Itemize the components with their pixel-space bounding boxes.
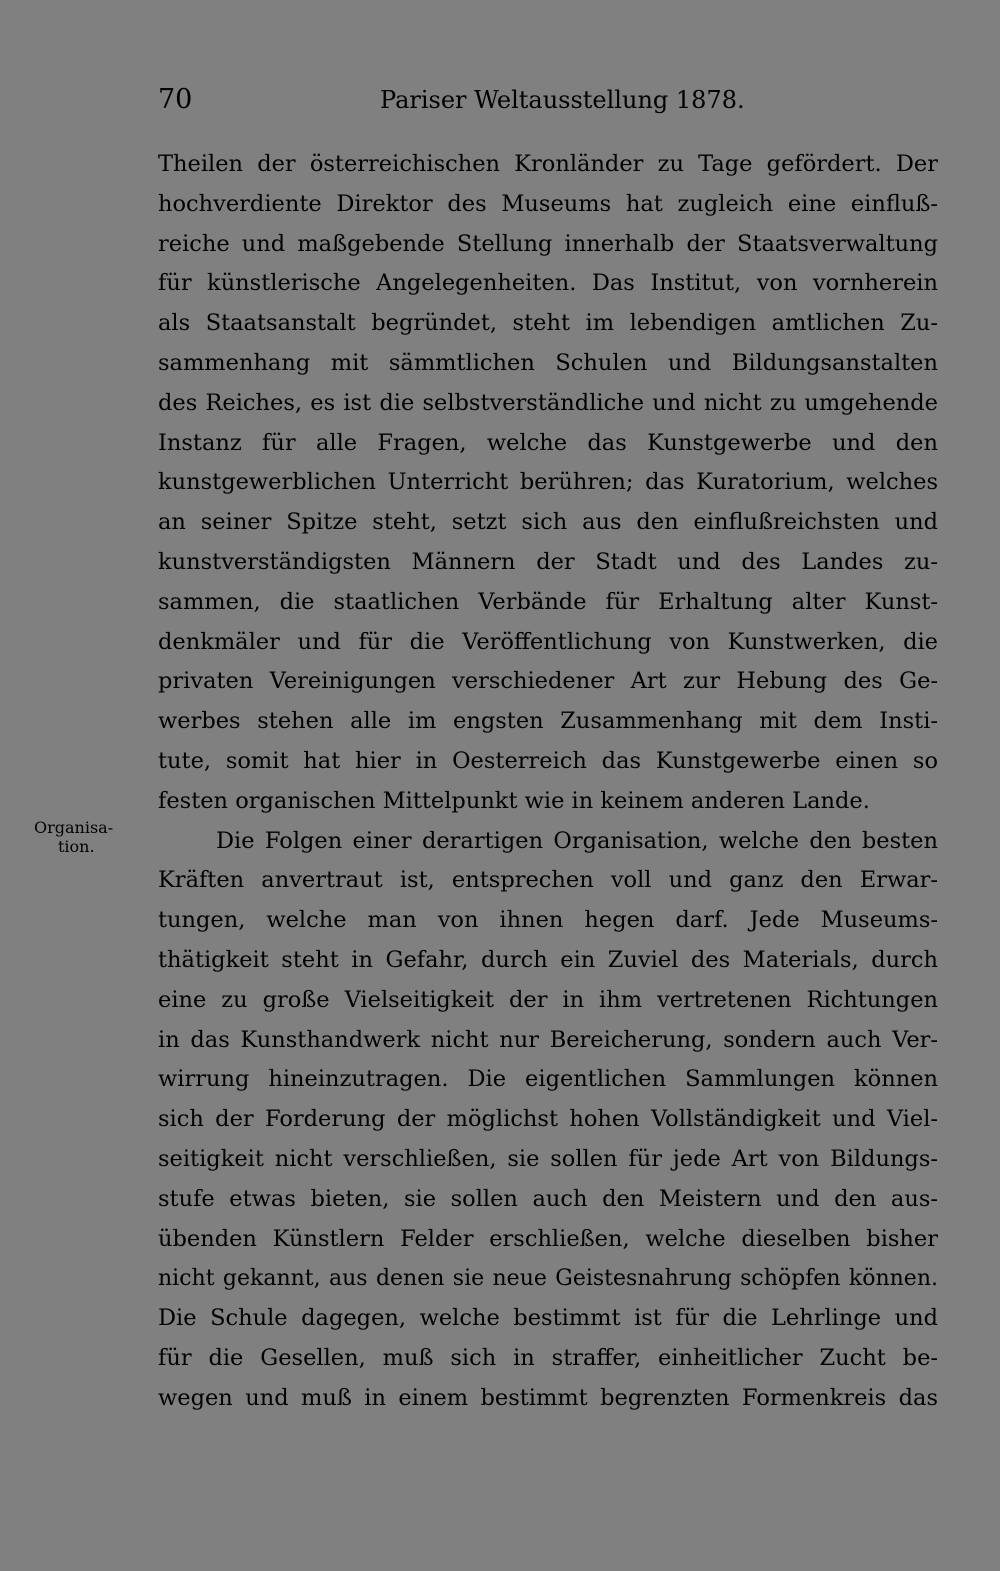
text-line: reiche und maßgebende Stellung innerhalb der Staatsverwaltung — [158, 230, 938, 257]
page-number: 70 — [158, 84, 193, 115]
text-line: sammenhang mit sämmtlichen Schulen und Bildungsanstalten — [158, 349, 938, 376]
text-line: als Staatsanstalt begründet, steht im lebendigen amtlichen Zu- — [158, 310, 938, 337]
text-line: Theilen der österreichischen Kronländer zu Tage gefördert. Der — [158, 151, 938, 177]
text-line: Kräften anvertraut ist, entsprechen voll und ganz den Erwar- — [158, 867, 938, 894]
text-line: thätigkeit steht in Gefahr, durch ein Zuviel des Materials, durch — [158, 946, 938, 973]
text-line: denkmäler und für die Veröffentlichung von Kunstwerken, die — [158, 628, 938, 655]
text-line: nicht gekannt, aus denen sie neue Geistesnahrung schöpfen können. — [158, 1266, 938, 1292]
text-line: kunstgewerblichen Unterricht berühren; das Kuratorium, welches — [158, 469, 938, 496]
text-line: stufe etwas bieten, sie sollen auch den Meistern und den aus- — [158, 1185, 938, 1212]
text-line: sich der Forderung der möglichst hohen Vollständigkeit und Viel- — [158, 1106, 938, 1133]
text-line: wegen und muß in einem bestimmt begrenzten Formenkreis das — [158, 1384, 938, 1411]
page-header — [158, 80, 938, 120]
text-line: Instanz für alle Fragen, welche das Kunstgewerbe und den — [158, 429, 938, 456]
text-line: seitigkeit nicht verschließen, sie sollen für jede Art von Bildungs- — [158, 1145, 938, 1172]
text-line: des Reiches, es ist die selbstverständliche und nicht zu umgehende — [158, 389, 938, 416]
text-line: in das Kunsthandwerk nicht nur Bereicherung, sondern auch Ver- — [158, 1026, 938, 1053]
body-text — [158, 145, 938, 1419]
text-line: kunstverständigsten Männern der Stadt und des Landes zu- — [158, 548, 938, 575]
text-line: an seiner Spitze steht, setzt sich aus den einflußreichsten und — [158, 509, 938, 536]
text-line: sammen, die staatlichen Verbände für Erhaltung alter Kunst- — [158, 588, 938, 615]
text-line: tute, somit hat hier in Oesterreich das Kunstgewerbe einen so — [158, 747, 938, 774]
margin-note-line: Organisa- — [34, 818, 114, 837]
text-line: für die Gesellen, muß sich in straffer, einheitlicher Zucht be- — [158, 1344, 938, 1371]
text-line: hochverdiente Direktor des Museums hat zugleich eine einfluß- — [158, 190, 938, 217]
text-line: festen organischen Mittelpunkt wie in keinem anderen Lande. — [158, 787, 870, 814]
text-line: Die Folgen einer derartigen Organisation, welche den besten — [216, 827, 938, 854]
text-line: übenden Künstlern Felder erschließen, welche dieselben bisher — [158, 1225, 938, 1252]
text-line: werbes stehen alle im engsten Zusammenhang mit dem Insti- — [158, 708, 938, 735]
running-title: Pariser Weltausstellung 1878. — [380, 86, 745, 114]
text-line: für künstlerische Angelegenheiten. Das Institut, von vornherein — [158, 270, 938, 297]
margin-note — [34, 818, 152, 856]
text-line: Die Schule dagegen, welche bestimmt ist für die Lehrlinge und — [158, 1305, 938, 1332]
text-line: wirrung hineinzutragen. Die eigentlichen Sammlungen können — [158, 1066, 938, 1093]
margin-note-line: tion. — [58, 837, 95, 856]
text-line: eine zu große Vielseitigkeit der in ihm vertretenen Richtungen — [158, 986, 938, 1013]
text-line: privaten Vereinigungen verschiedener Art zur Hebung des Ge- — [158, 668, 938, 695]
text-line: tungen, welche man von ihnen hegen darf. Jede Museums- — [158, 907, 938, 934]
